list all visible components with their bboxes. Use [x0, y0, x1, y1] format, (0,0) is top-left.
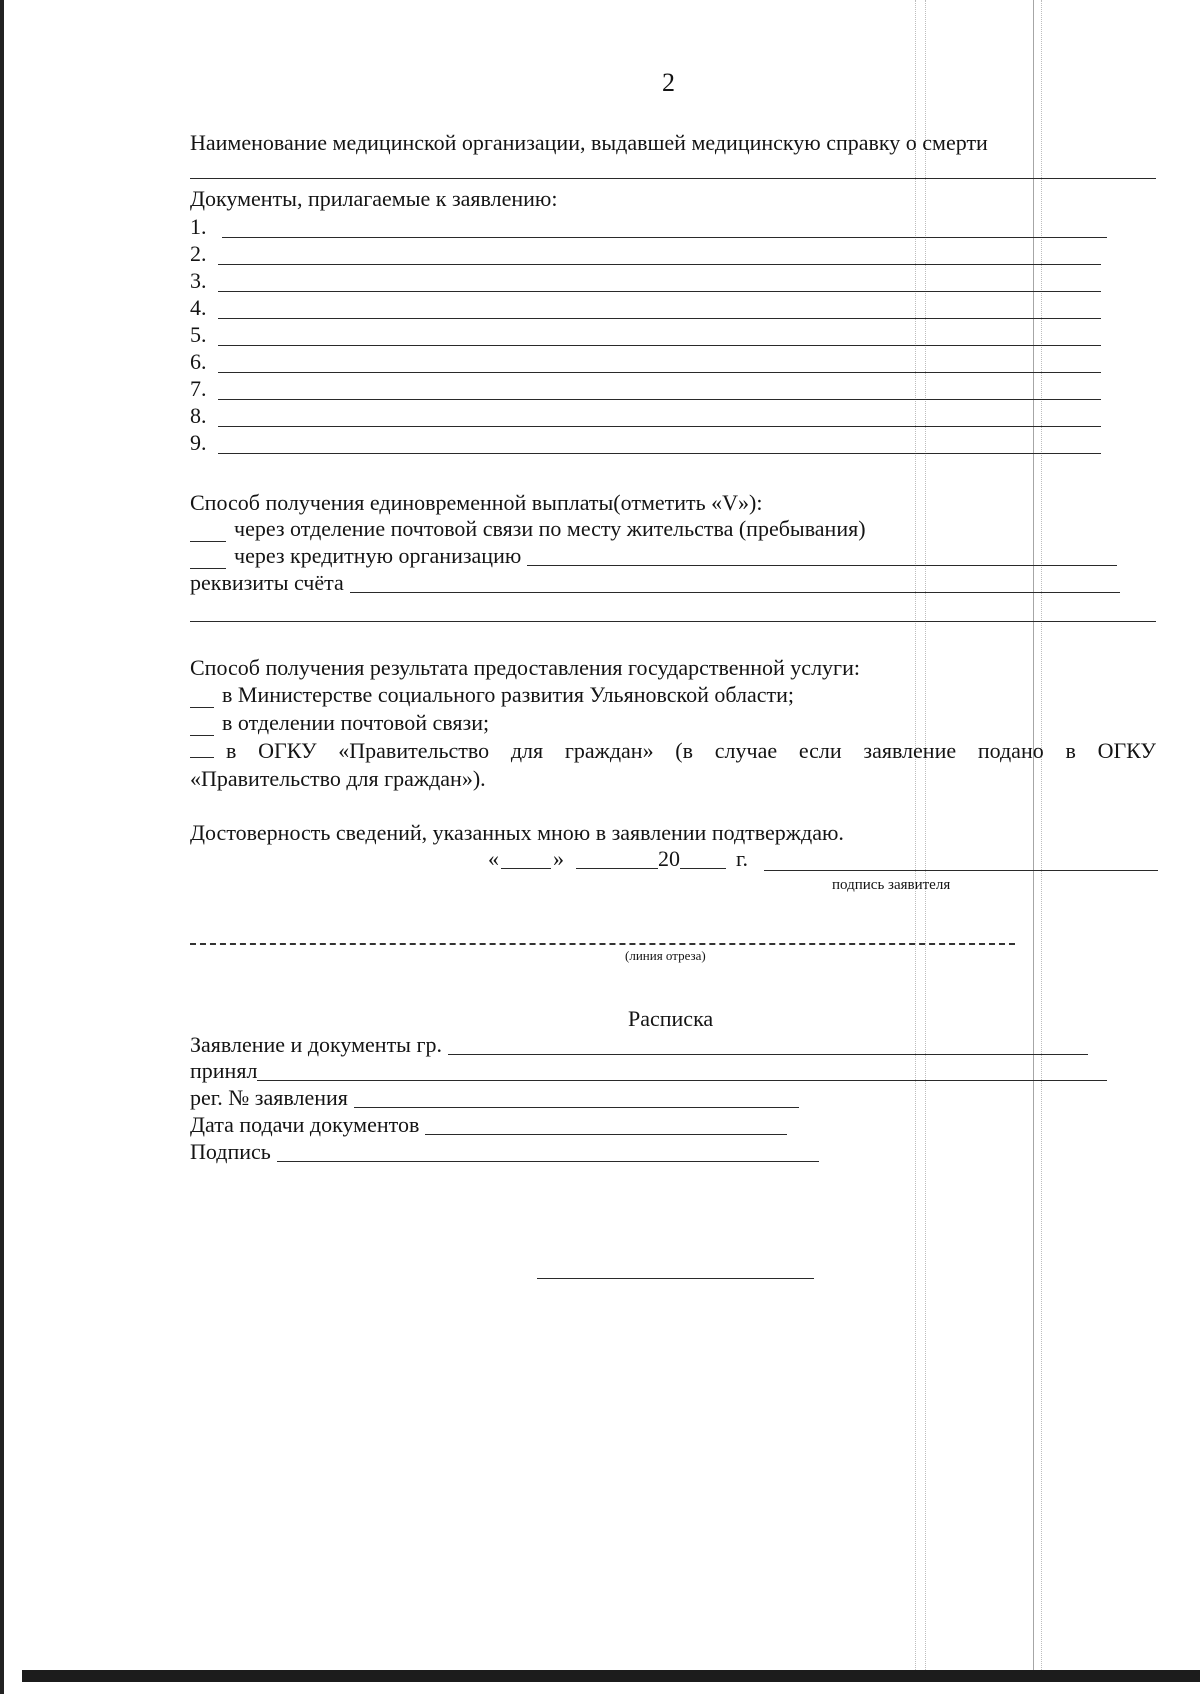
document-item-number: 9.	[190, 430, 207, 455]
document-item-field[interactable]	[218, 453, 1101, 454]
result-option-ogku-label-cont: «Правительство для граждан»).	[190, 766, 486, 791]
receipt-line-signature	[190, 1139, 819, 1165]
scan-artifact-line	[1033, 0, 1034, 1670]
account-details-row	[190, 570, 1120, 596]
receipt-signature-field[interactable]	[277, 1141, 819, 1162]
receipt-date-field[interactable]	[425, 1114, 787, 1135]
payment-option-bank-label: через кредитную организацию	[234, 543, 522, 568]
document-item-field[interactable]	[222, 237, 1107, 238]
receipt-applicant-label: Заявление и документы гр.	[190, 1032, 442, 1057]
scan-artifact-line	[915, 0, 916, 1670]
medical-org-field[interactable]	[190, 178, 1156, 179]
signature-caption: подпись заявителя	[832, 877, 951, 893]
receipt-regnum-label: рег. № заявления	[190, 1085, 348, 1110]
medical-org-label: Наименование медицинской организации, выдавшей медицинскую справку о смерти	[190, 130, 988, 155]
month-field[interactable]	[576, 848, 658, 869]
scan-border-left	[0, 0, 4, 1694]
receipt-line-regnum	[190, 1085, 799, 1111]
year-suffix: г.	[736, 846, 749, 871]
payment-title: Способ получения единовременной выплаты(отметить «V»):	[190, 490, 763, 515]
result-option-ogku[interactable]	[190, 737, 1156, 765]
page-number: 2	[662, 68, 675, 97]
document-item-number: 6.	[190, 349, 207, 374]
result-title: Способ получения результата предоставления государственной услуги:	[190, 655, 860, 680]
document-item-field[interactable]	[218, 291, 1101, 292]
confirm-text: Достоверность сведений, указанных мною в заявлении подтверждаю.	[190, 820, 844, 845]
quote-open: «	[488, 846, 499, 871]
document-item-field[interactable]	[218, 345, 1101, 346]
document-item-field[interactable]	[218, 399, 1101, 400]
checkbox-blank[interactable]	[190, 548, 226, 569]
document-item-field[interactable]	[218, 318, 1101, 319]
result-option-ogku-label: в ОГКУ «Правительство для граждан» (в случае если заявление подано в ОГКУ	[226, 738, 1156, 763]
applicant-signature-field[interactable]	[764, 870, 1158, 871]
payment-option-post-label: через отделение почтовой связи по месту жительства (пребывания)	[234, 516, 866, 541]
account-details-label: реквизиты счёта	[190, 570, 344, 595]
receipt-accepted-label: принял	[190, 1058, 258, 1083]
day-field[interactable]	[501, 848, 551, 869]
checkbox-blank[interactable]	[190, 737, 214, 758]
cut-line	[190, 943, 1015, 945]
checkbox-blank[interactable]	[190, 521, 226, 542]
bank-name-field[interactable]	[527, 545, 1117, 566]
receipt-line-applicant	[190, 1032, 1088, 1058]
checkbox-blank[interactable]	[190, 715, 214, 736]
document-item-number: 2.	[190, 241, 207, 266]
bottom-signature-line[interactable]	[537, 1278, 814, 1279]
document-item-field[interactable]	[218, 426, 1101, 427]
receipt-title: Расписка	[628, 1006, 714, 1031]
scan-border-bottom	[22, 1670, 1200, 1682]
quote-close: »	[553, 846, 564, 871]
receipt-date-label: Дата подачи документов	[190, 1112, 420, 1137]
payment-option-bank[interactable]	[190, 543, 1117, 569]
result-option-post-label: в отделении почтовой связи;	[222, 710, 490, 735]
payment-option-post[interactable]	[190, 516, 866, 542]
result-option-ministry-label: в Министерстве социального развития Ульяновской области;	[222, 682, 794, 707]
account-details-field-extra[interactable]	[190, 621, 1156, 622]
document-item-number: 4.	[190, 295, 207, 320]
document-item-field[interactable]	[218, 264, 1101, 265]
receipt-applicant-field[interactable]	[448, 1034, 1088, 1055]
date-row	[488, 846, 748, 872]
year-prefix: 20	[658, 846, 680, 871]
receipt-line-accepted	[190, 1058, 1107, 1084]
document-item-number: 8.	[190, 403, 207, 428]
document-item-number: 3.	[190, 268, 207, 293]
year-field[interactable]	[680, 848, 726, 869]
document-item-number: 7.	[190, 376, 207, 401]
receipt-signature-label: Подпись	[190, 1139, 271, 1164]
cut-line-caption: (линия отреза)	[625, 948, 706, 963]
account-details-field[interactable]	[350, 572, 1120, 593]
checkbox-blank[interactable]	[190, 687, 214, 708]
receipt-regnum-field[interactable]	[354, 1087, 799, 1108]
documents-title: Документы, прилагаемые к заявлению:	[190, 186, 558, 211]
receipt-accepted-field[interactable]	[257, 1060, 1107, 1081]
scan-artifact-line	[925, 0, 926, 1670]
receipt-line-date	[190, 1112, 787, 1138]
document-item-number: 5.	[190, 322, 207, 347]
document-item-field[interactable]	[218, 372, 1101, 373]
result-option-post[interactable]	[190, 710, 489, 736]
scan-artifact-line	[1041, 0, 1042, 1670]
result-option-ministry[interactable]	[190, 682, 794, 708]
document-item-number: 1.	[190, 214, 207, 239]
